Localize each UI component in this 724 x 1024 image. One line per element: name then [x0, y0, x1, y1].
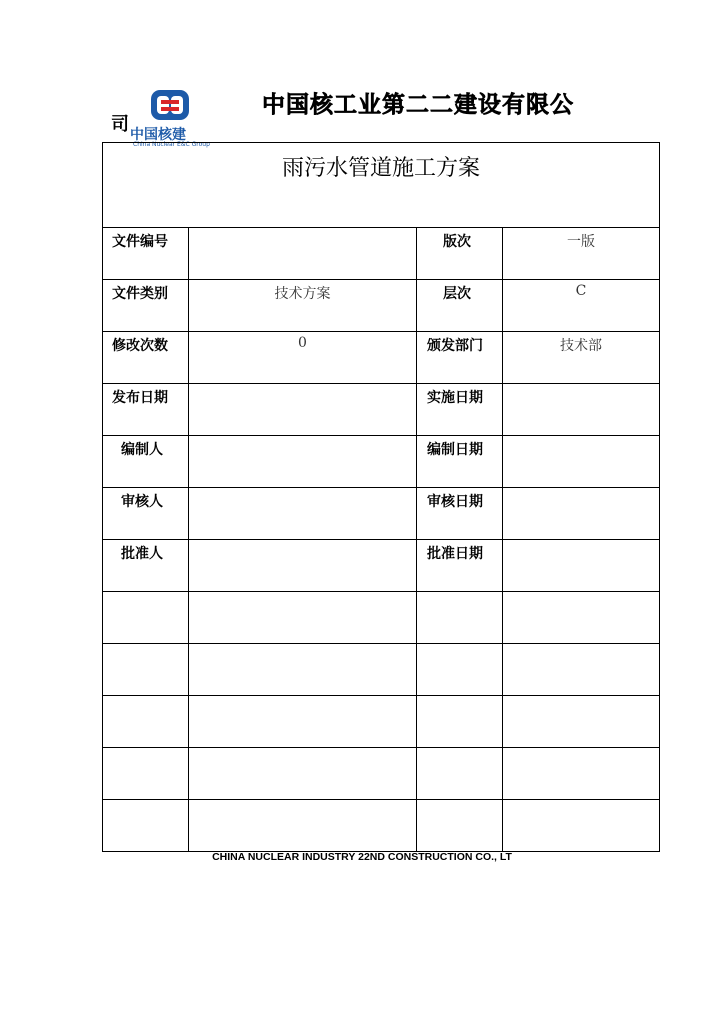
field-value: 技术方案: [274, 286, 331, 302]
field-value: [503, 436, 659, 439]
field-label: 文件编号: [112, 234, 168, 250]
title-row: [103, 143, 660, 228]
field-label: 颁发部门: [427, 338, 483, 354]
field-value: 技术部: [560, 338, 602, 354]
field-value: [503, 488, 659, 491]
field-label: 发布日期: [112, 390, 168, 406]
doc-title: 雨污水管道施工方案: [282, 156, 481, 181]
field-label: 层次: [443, 286, 471, 302]
logo-side-glyph: 司: [111, 114, 129, 135]
field-label: 审核人: [121, 494, 163, 510]
field-label: 批准人: [121, 546, 163, 562]
field-value: [189, 384, 416, 387]
field-label: 编制人: [121, 442, 163, 458]
table-row: [103, 384, 660, 436]
document-cover-table: [102, 142, 660, 852]
table-row: [103, 280, 660, 332]
field-label: 编制日期: [427, 442, 483, 458]
empty-row: [103, 644, 660, 696]
empty-row: [103, 592, 660, 644]
empty-row: [103, 800, 660, 852]
table-row: [103, 332, 660, 384]
company-name: 中国核工业第二二建设有限公: [262, 92, 574, 118]
field-value: 0: [298, 335, 307, 351]
field-value: [189, 436, 416, 439]
logo-cn-text: 中国核建: [130, 127, 186, 143]
field-value: [189, 488, 416, 491]
company-logo: [111, 88, 211, 150]
field-value: [189, 228, 416, 231]
field-value: 一版: [567, 234, 595, 250]
table-row: [103, 228, 660, 280]
table-row: [103, 488, 660, 540]
cnec-logo-icon: [149, 88, 191, 122]
empty-row: [103, 696, 660, 748]
field-label: 审核日期: [427, 494, 483, 510]
field-value: C: [575, 283, 587, 299]
doc-title-cell: [103, 143, 660, 228]
field-label: 修改次数: [112, 338, 168, 354]
empty-row: [103, 748, 660, 800]
field-label: 文件类别: [112, 286, 168, 302]
table-row: [103, 540, 660, 592]
field-value: [503, 384, 659, 387]
field-value: [503, 540, 659, 543]
table-row: [103, 436, 660, 488]
logo-en-text: China Nuclear E&C Group: [133, 141, 210, 148]
footer-company-english: CHINA NUCLEAR INDUSTRY 22ND CONSTRUCTION CO., LT: [212, 851, 512, 863]
field-label: 实施日期: [427, 390, 483, 406]
field-label: 版次: [443, 234, 471, 250]
field-label: 批准日期: [427, 546, 483, 562]
field-value: [189, 540, 416, 543]
